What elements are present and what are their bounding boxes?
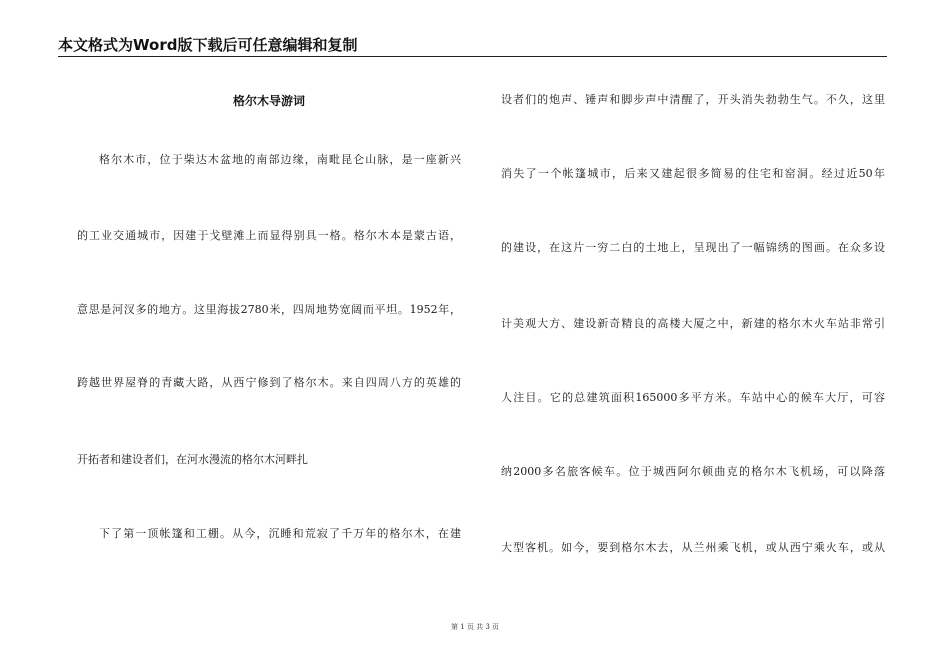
paragraph-line: 大型客机。如今，要到格尔木去，从兰州乘飞机，或从西宁乘火车，或从 (501, 541, 885, 554)
paragraph-line: 消失了一个帐篷城市，后来又建起很多简易的住宅和窑洞。经过近50年 (501, 167, 885, 180)
document-banner: 本文格式为Word版下载后可任意编辑和复制 (58, 36, 358, 54)
paragraph-line: 设者们的炮声、锤声和脚步声中清醒了，开头消失勃勃生气。不久，这里 (501, 93, 885, 106)
paragraph-line: 意思是河汊多的地方。这里海拔2780米，四周地势宽阔而平坦。1952年， (77, 303, 461, 316)
paragraph-line: 计美观大方、建设新奇精良的高楼大厦之中，新建的格尔木火车站非常引 (501, 317, 885, 330)
paragraph-line: 下了第一顶帐篷和工棚。从今，沉睡和荒寂了千万年的格尔木，在建 (99, 527, 461, 540)
paragraph-line: 开拓者和建设者们，在河水漫流的格尔木河畔扎 (77, 453, 308, 466)
paragraph-line: 跨越世界屋脊的青藏大路，从西宁修到了格尔木。来自四周八方的英雄的 (77, 376, 461, 389)
document-title: 格尔木导游词 (232, 94, 305, 108)
header-rule (58, 56, 887, 57)
paragraph-line: 人注目。它的总建筑面积165000多平方米。车站中心的候车大厅，可容 (501, 391, 885, 404)
page-indicator: 第 1 页 共 3 页 (450, 623, 500, 631)
paragraph-line: 格尔木市，位于柴达木盆地的南部边缘，南毗昆仑山脉，是一座新兴 (99, 153, 461, 166)
paragraph-line: 的建设，在这片一穷二白的土地上，呈现出了一幅锦绣的图画。在众多设 (501, 241, 885, 254)
paragraph-line: 纳2000多名旅客候车。位于城西阿尔顿曲克的格尔木飞机场，可以降落 (501, 465, 885, 478)
paragraph-line: 的工业交通城市，因建于戈壁滩上而显得别具一格。格尔木本是蒙古语， (77, 229, 461, 242)
